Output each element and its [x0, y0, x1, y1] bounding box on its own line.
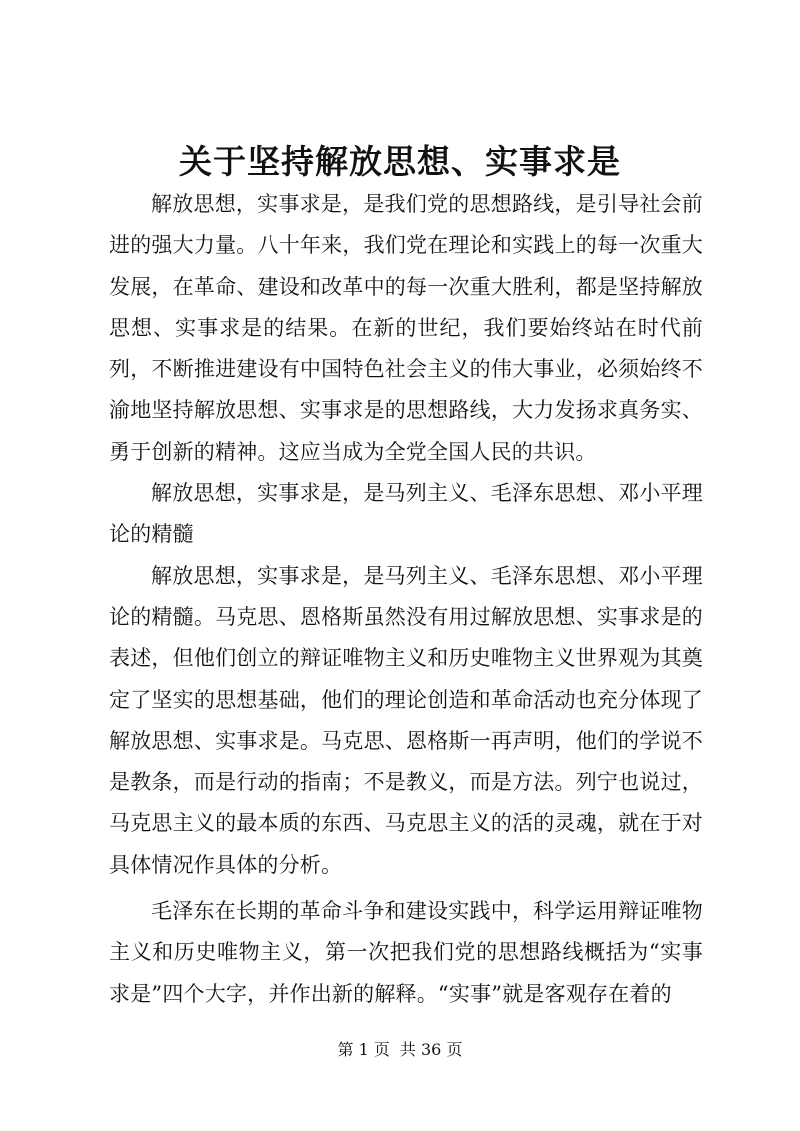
- document-title: 关于坚持解放思想、实事求是: [179, 142, 621, 181]
- page-footer: [0, 1039, 800, 1061]
- paragraph-mao: 毛泽东在长期的革命斗争和建设实践中，科学运用辩证唯物主义和历史唯物主义，第一次把我们党的思想路线概括为“实事求是”四个大字，并作出新的解释。“实事”就是客观存在着的: [109, 899, 703, 1006]
- paragraph-intro: 解放思想，实事求是，是我们党的思想路线，是引导社会前进的强大力量。八十年来，我们党在理论和实践上的每一次重大发展，在革命、建设和改革中的每一次重大胜利，都是坚持解放思想、实事求是的结果。在新的世纪，我们要始终站在时代前列，不断推进建设有中国特色社会主义的伟大事业，必须始终不渝地坚持解放思想、实事求是的思想路线，大力发扬求真务实、勇于创新的精神。这应当成为全党全国人民的共识。: [109, 192, 703, 464]
- paragraph-subheading: 解放思想，实事求是，是马列主义、毛泽东思想、邓小平理论的精髓: [109, 481, 703, 547]
- page-total: 共 36 页: [399, 1040, 463, 1059]
- paragraph-marxism: 解放思想，实事求是，是马列主义、毛泽东思想、邓小平理论的精髓。马克思、恩格斯虽然没有用过解放思想、实事求是的表述，但他们创立的辩证唯物主义和历史唯物主义世界观为其奠定了坚实的思想基础，他们的理论创造和革命活动也充分体现了解放思想、实事求是。马克思、恩格斯一再声明，他们的学说不是教条，而是行动的指南；不是教义，而是方法。列宁也说过，马克思主义的最本质的东西、马克思主义的活的灵魂，就在于对具体情况作具体的分析。: [109, 563, 703, 877]
- document-body: [109, 184, 703, 1015]
- page-number: 第 1 页: [337, 1040, 390, 1059]
